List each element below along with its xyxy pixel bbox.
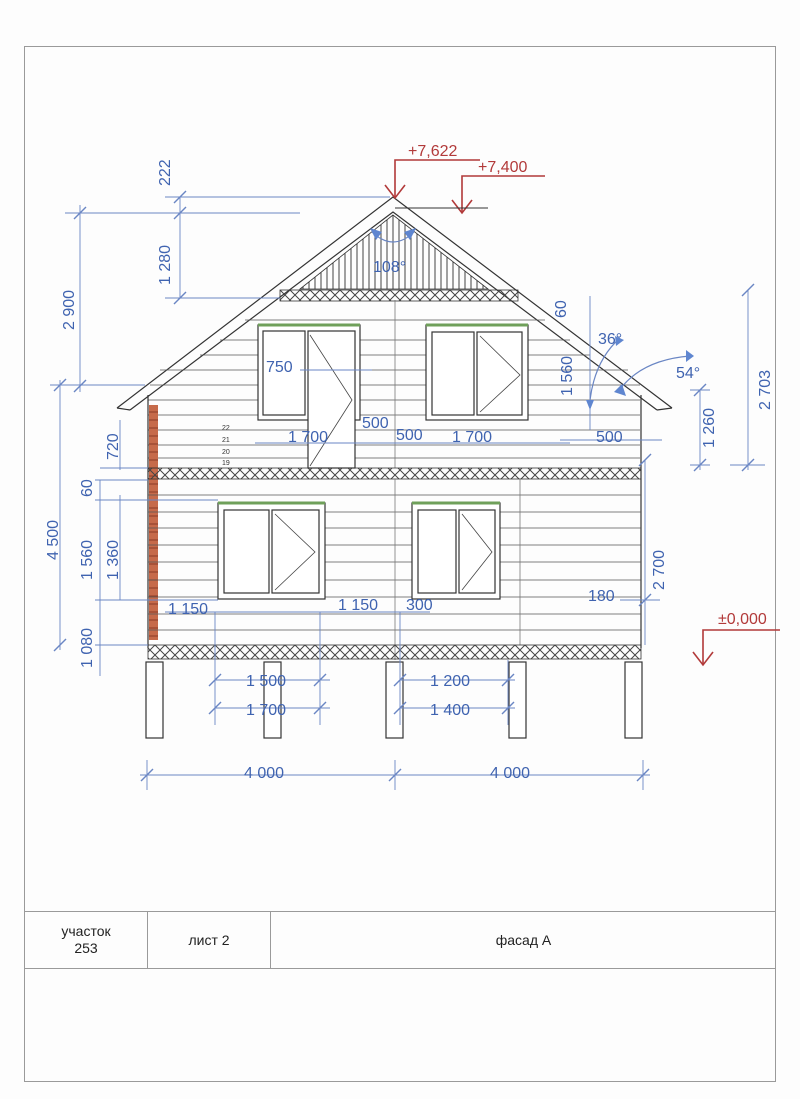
plot-label: участок — [61, 923, 111, 939]
dim-4500: 4 500 — [45, 519, 62, 560]
dim-span-right: 4 000 — [490, 765, 531, 782]
roof-edge-left — [117, 408, 130, 410]
dim-pile-1700: 1 700 — [246, 702, 287, 719]
title-block-plot — [25, 912, 148, 968]
title-block-sheet — [148, 912, 271, 968]
dim-right-60: 60 — [553, 300, 570, 318]
pile — [146, 662, 163, 738]
piles — [146, 662, 642, 738]
title-block-name — [271, 912, 776, 968]
pile — [386, 662, 403, 738]
sheet-label: лист 2 — [188, 932, 230, 948]
elevation-ground: ±0,000 — [718, 611, 767, 628]
dim-1560: 1 560 — [79, 539, 96, 580]
log-numbers — [222, 425, 230, 467]
roof-edge-right — [657, 408, 672, 410]
dim-1360: 1 360 — [105, 539, 122, 580]
log-number: 22 — [222, 425, 230, 432]
dim-pile-1200: 1 200 — [430, 673, 471, 690]
dim-1260: 1 260 — [701, 407, 718, 448]
dim-2703: 2 703 — [757, 369, 774, 410]
angle-roof-right: 54° — [676, 365, 701, 382]
dim-222: 222 — [157, 159, 174, 186]
plot-number: 253 — [74, 940, 98, 956]
dim-500-right: 500 — [596, 429, 623, 446]
dim-1150-left: 1 150 — [168, 601, 209, 618]
log-number: 19 — [222, 460, 230, 467]
gable-lattice-band — [280, 290, 518, 301]
pile — [509, 662, 526, 738]
dim-750: 750 — [266, 359, 293, 376]
lower-window-right — [412, 503, 500, 599]
dim-500-a: 500 — [362, 415, 389, 432]
drawing-name: фасад А — [495, 932, 552, 948]
dim-2700: 2 700 — [651, 549, 668, 590]
floor-lattice-band — [148, 468, 641, 479]
elevation-eave: +7,400 — [478, 159, 528, 176]
angle-ridge: 108° — [373, 259, 407, 276]
upper-window-left — [258, 325, 360, 468]
dim-right-1560: 1 560 — [559, 355, 576, 396]
base-lattice-band — [148, 645, 641, 659]
dim-60: 60 — [79, 479, 96, 497]
gable-vent — [300, 215, 488, 289]
dim-span-left: 4 000 — [244, 765, 285, 782]
dim-1080: 1 080 — [79, 627, 96, 668]
title-block — [25, 911, 776, 969]
dim-180: 180 — [588, 588, 615, 605]
elevation-ridge: +7,622 — [408, 143, 458, 160]
dim-720: 720 — [105, 433, 122, 460]
dim-1700-right: 1 700 — [452, 429, 493, 446]
log-number: 20 — [222, 449, 230, 456]
lower-window-left — [218, 503, 325, 599]
log-number: 21 — [222, 437, 230, 444]
brick-column — [149, 405, 158, 640]
dim-1700-left: 1 700 — [288, 429, 329, 446]
dim-pile-1400: 1 400 — [430, 702, 471, 719]
angle-roof-left: 36° — [598, 331, 623, 348]
dim-2900: 2 900 — [61, 289, 78, 330]
upper-window-right — [426, 325, 528, 420]
dim-500-b: 500 — [396, 427, 423, 444]
dim-1280: 1 280 — [157, 244, 174, 285]
dim-300: 300 — [406, 597, 433, 614]
dim-1150-mid: 1 150 — [338, 597, 379, 614]
pile — [625, 662, 642, 738]
dim-pile-1500: 1 500 — [246, 673, 287, 690]
